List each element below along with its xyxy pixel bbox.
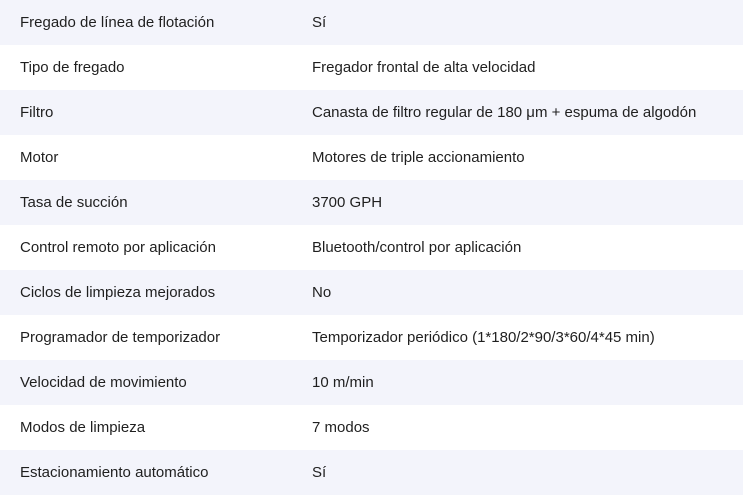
spec-label: Ciclos de limpieza mejorados [0, 270, 312, 315]
spec-value: 3700 GPH [312, 180, 743, 225]
spec-value: Sí [312, 0, 743, 45]
table-row [0, 180, 743, 225]
spec-value: No [312, 270, 743, 315]
spec-value: 7 modos [312, 405, 743, 450]
spec-label: Estacionamiento automático [0, 450, 312, 495]
spec-value: Bluetooth/control por aplicación [312, 225, 743, 270]
spec-label: Tasa de succión [0, 180, 312, 225]
table-row [0, 360, 743, 405]
spec-label: Control remoto por aplicación [0, 225, 312, 270]
table-row [0, 450, 743, 495]
spec-label: Programador de temporizador [0, 315, 312, 360]
spec-value: Motores de triple accionamiento [312, 135, 743, 180]
spec-label: Motor [0, 135, 312, 180]
spec-label: Filtro [0, 90, 312, 135]
spec-value: 10 m/min [312, 360, 743, 405]
spec-label: Tipo de fregado [0, 45, 312, 90]
table-row [0, 225, 743, 270]
spec-value: Canasta de filtro regular de 180 μm + espuma de algodón [312, 90, 743, 135]
table-row [0, 45, 743, 90]
spec-value: Sí [312, 450, 743, 495]
table-row [0, 0, 743, 45]
table-row [0, 405, 743, 450]
table-row [0, 90, 743, 135]
spec-value: Temporizador periódico (1*180/2*90/3*60/4*45 min) [312, 315, 743, 360]
spec-label: Modos de limpieza [0, 405, 312, 450]
table-row [0, 135, 743, 180]
spec-label: Fregado de línea de flotación [0, 0, 312, 45]
spec-label: Velocidad de movimiento [0, 360, 312, 405]
table-row [0, 270, 743, 315]
spec-value: Fregador frontal de alta velocidad [312, 45, 743, 90]
table-row [0, 315, 743, 360]
